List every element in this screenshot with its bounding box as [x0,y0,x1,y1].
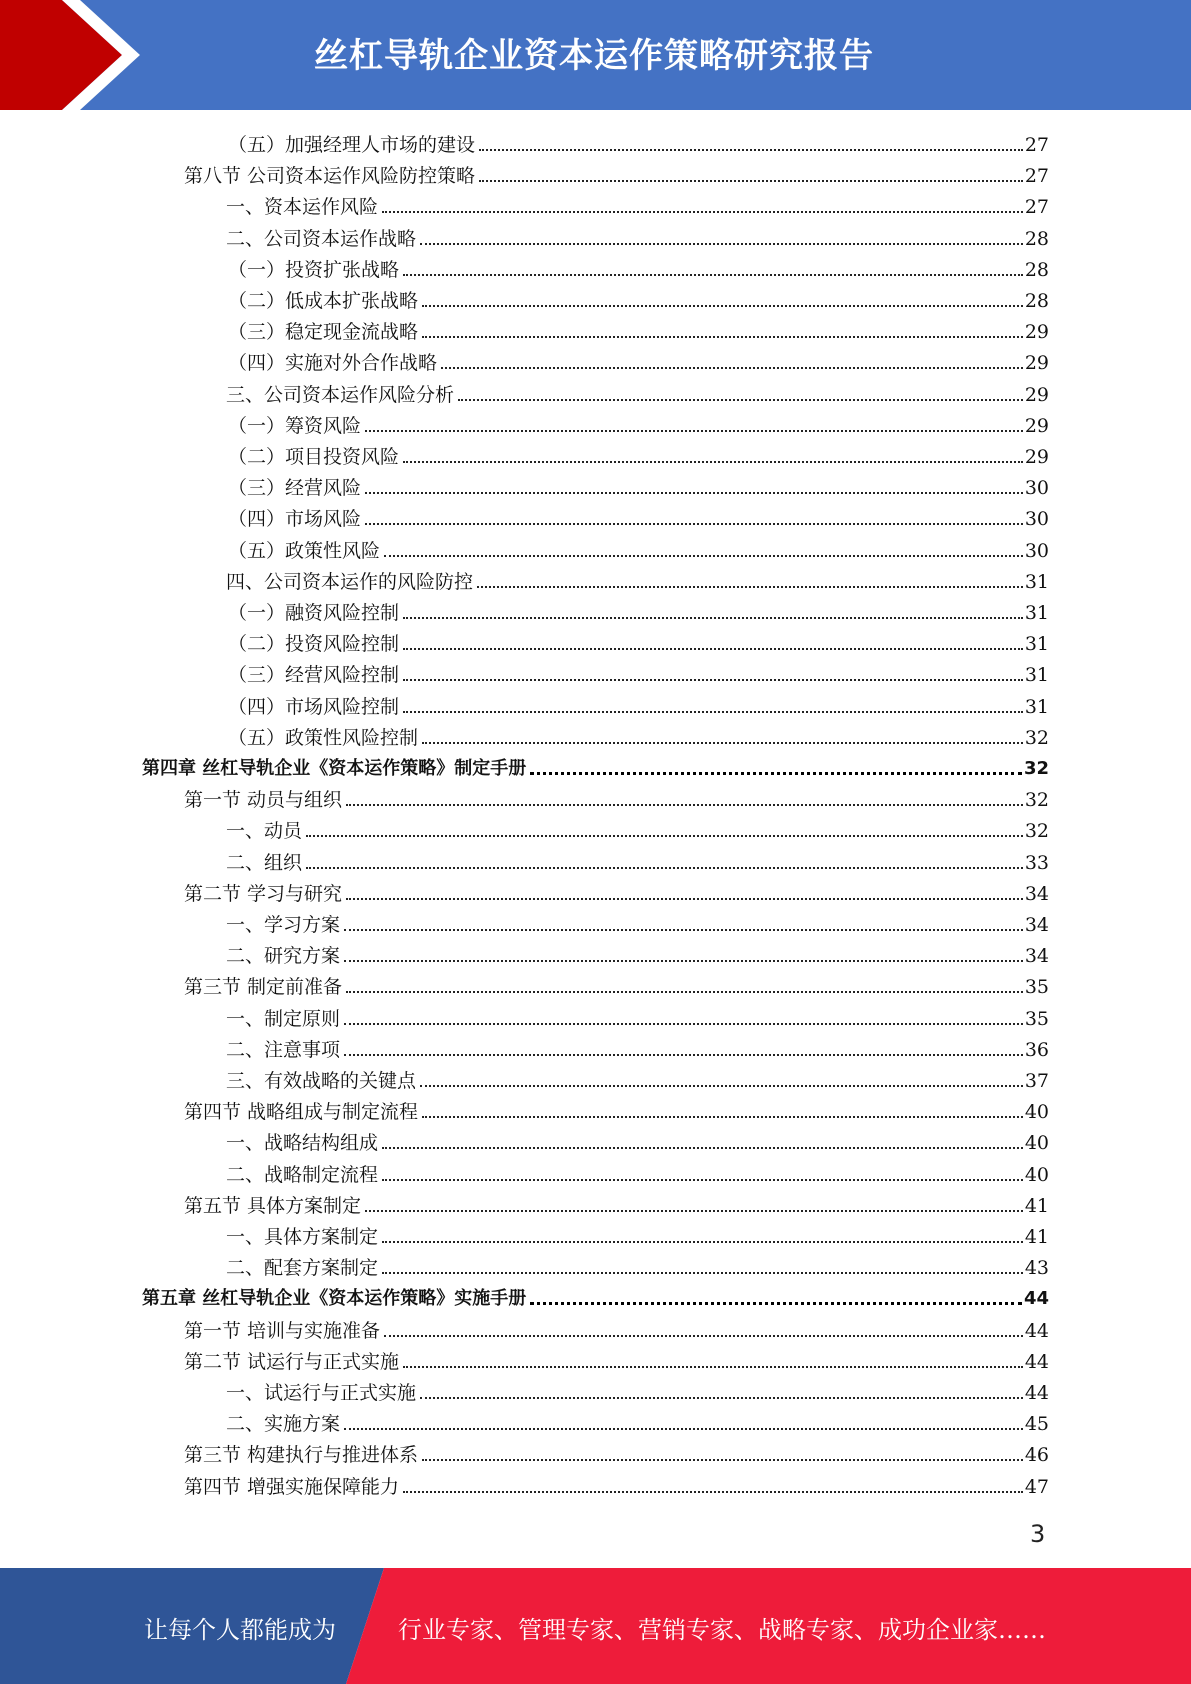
toc-entry-page: 36 [1024,1038,1049,1061]
toc-subsection-entry[interactable] [228,127,1049,157]
toc-leader-dots [422,336,1023,338]
toc-entry-page: 44 [1024,1350,1049,1373]
toc-entry-label: 第四节 增强实施保障能力 [184,1475,400,1498]
toc-entry-page: 31 [1024,664,1049,687]
toc-entry-page: 47 [1024,1475,1049,1498]
toc-entry-label: 第三节 制定前准备 [184,976,343,999]
toc-leader-dots [346,804,1023,806]
toc-entry-page: 30 [1024,539,1049,562]
toc-entry-page: 35 [1024,1007,1049,1030]
toc-entry-page: 30 [1024,508,1049,531]
toc-section-entry[interactable] [184,1094,1049,1124]
toc-subsection-entry[interactable] [228,345,1049,375]
toc-leader-dots [382,1241,1023,1243]
toc-entry-label: 二、组织 [226,851,303,874]
toc-leader-dots [422,742,1023,744]
toc-subsection-entry[interactable] [228,533,1049,563]
toc-leader-dots [458,399,1023,401]
toc-leader-dots [420,1085,1023,1087]
toc-entry-label: （五）政策性风险控制 [228,726,419,749]
toc-leader-dots [422,1459,1023,1461]
toc-leader-dots [382,1147,1023,1149]
toc-leader-dots [479,149,1023,151]
toc-entry-label: 二、公司资本运作战略 [226,227,417,250]
toc-leader-dots [384,555,1023,557]
toc-entry-label: 第一节 动员与组织 [184,789,343,812]
toc-entry-label: 二、注意事项 [226,1038,341,1061]
toc-leader-dots [384,1335,1023,1337]
toc-leader-dots [403,1366,1023,1368]
toc-leader-dots [530,1302,1022,1305]
footer-slogan-left: 让每个人都能成为 [144,1616,336,1644]
toc-subsection-entry[interactable] [226,221,1049,251]
toc-leader-dots [420,1397,1023,1399]
toc-entry-label: 一、学习方案 [226,914,341,936]
toc-subsection-entry[interactable] [228,501,1049,531]
page-header [0,0,1191,110]
toc-entry-page: 30 [1024,477,1049,500]
toc-entry-page: 44 [1024,1382,1049,1404]
toc-subsection-entry[interactable] [226,564,1049,594]
toc-section-entry[interactable] [184,1437,1049,1467]
toc-section-entry[interactable] [184,1188,1049,1218]
toc-leader-dots [403,617,1023,619]
toc-entry-label: 三、公司资本运作风险分析 [226,383,455,406]
toc-leader-dots [344,1023,1023,1025]
toc-entry-label: （三）经营风险控制 [228,664,400,687]
report-title: 丝杠导轨企业资本运作策略研究报告 [314,36,874,76]
toc-entry-label: 第五章 丝杠导轨企业《资本运作策略》实施手册 [142,1288,527,1310]
toc-entry-label: 二、战略制定流程 [226,1163,379,1186]
toc-leader-dots [382,1272,1023,1274]
toc-leader-dots [306,867,1023,869]
toc-entry-page: 44 [1024,1319,1049,1342]
toc-entry-page: 29 [1024,446,1049,468]
toc-leader-dots [346,991,1023,993]
page-number: 3 [1030,1520,1046,1548]
toc-entry-page: 34 [1024,882,1049,905]
toc-entry-page: 44 [1023,1288,1049,1310]
toc-entry-page: 32 [1023,758,1049,779]
toc-entry-label: 一、动员 [226,820,303,843]
toc-subsection-entry[interactable] [228,689,1049,719]
toc-subsection-entry[interactable] [228,626,1049,656]
toc-leader-dots [422,1116,1023,1118]
toc-entry-page: 43 [1024,1257,1049,1280]
toc-entry-page: 32 [1024,726,1049,749]
toc-entry-label: （四）市场风险 [228,508,362,531]
toc-leader-dots [403,711,1023,713]
toc-leader-dots [403,679,1023,681]
toc-entry-page: 37 [1024,1070,1049,1092]
toc-section-entry[interactable] [184,1344,1049,1374]
toc-subsection-entry[interactable] [228,595,1049,625]
toc-entry-page: 29 [1024,414,1049,437]
toc-subsection-entry[interactable] [228,283,1049,313]
toc-entry-label: 第二节 试运行与正式实施 [184,1350,400,1373]
toc-subsection-entry[interactable] [226,845,1049,875]
toc-entry-label: （一）融资风险控制 [228,602,400,624]
toc-leader-dots [382,1179,1023,1181]
toc-entry-page: 40 [1024,1101,1049,1124]
toc-entry-page: 34 [1024,945,1049,968]
toc-entry-label: 第二节 学习与研究 [184,882,343,905]
toc-entry-label: （一）投资扩张战略 [228,258,400,281]
toc-subsection-entry[interactable] [226,1125,1049,1155]
toc-entry-page: 31 [1024,570,1049,593]
toc-leader-dots [441,367,1023,369]
toc-leader-dots [344,1428,1023,1430]
toc-entry-page: 32 [1024,789,1049,812]
toc-chapter-entry[interactable] [142,1281,1049,1311]
toc-entry-label: （一）筹资风险 [228,414,362,437]
toc-entry-label: 四、公司资本运作的风险防控 [226,570,474,593]
toc-entry-label: （五）加强经理人市场的建设 [228,134,476,156]
toc-leader-dots [420,243,1023,245]
toc-entry-page: 27 [1024,134,1049,156]
toc-entry-page: 32 [1024,820,1049,843]
toc-subsection-entry[interactable] [226,1063,1049,1093]
toc-subsection-entry[interactable] [226,938,1049,968]
toc-subsection-entry[interactable] [226,377,1049,407]
toc-entry-label: 一、具体方案制定 [226,1226,379,1248]
toc-subsection-entry[interactable] [228,408,1049,438]
toc-entry-page: 34 [1024,914,1049,936]
toc-subsection-entry[interactable] [226,1250,1049,1280]
toc-entry-page: 29 [1024,383,1049,406]
toc-entry-page: 41 [1024,1226,1049,1248]
toc-entry-page: 40 [1024,1163,1049,1186]
toc-subsection-entry[interactable] [226,813,1049,843]
toc-subsection-entry[interactable] [228,470,1049,500]
toc-subsection-entry[interactable] [226,1219,1049,1249]
toc-entry-label: （二）投资风险控制 [228,633,400,656]
toc-section-entry[interactable] [184,1469,1049,1499]
toc-leader-dots [382,211,1023,213]
toc-entry-label: 一、制定原则 [226,1007,341,1030]
toc-entry-page: 45 [1024,1413,1049,1436]
toc-entry-page: 41 [1024,1194,1049,1217]
toc-entry-label: 第五节 具体方案制定 [184,1194,362,1217]
toc-subsection-entry[interactable] [228,720,1049,750]
toc-entry-label: （二）低成本扩张战略 [228,290,419,312]
toc-entry-label: 一、试运行与正式实施 [226,1382,417,1404]
toc-leader-dots [365,492,1023,494]
footer-slogan-right: 行业专家、管理专家、营销专家、战略专家、成功企业家…… [398,1616,1046,1644]
toc-section-entry[interactable] [184,876,1049,906]
toc-entry-label: 第三节 构建执行与推进体系 [184,1444,419,1467]
toc-subsection-entry[interactable] [226,189,1049,219]
toc-entry-label: （三）稳定现金流战略 [228,321,419,344]
toc-section-entry[interactable] [184,782,1049,812]
toc-subsection-entry[interactable] [228,439,1049,469]
toc-entry-label: 二、实施方案 [226,1413,341,1436]
toc-entry-label: （三）经营风险 [228,477,362,500]
toc-entry-label: 第四章 丝杠导轨企业《资本运作策略》制定手册 [142,758,527,779]
toc-chapter-entry[interactable] [142,751,1049,781]
toc-entry-label: 第八节 公司资本运作风险防控策略 [184,165,476,188]
toc-entry-label: （四）市场风险控制 [228,695,400,718]
toc-entry-label: 第四节 战略组成与制定流程 [184,1101,419,1124]
toc-leader-dots [403,1491,1023,1493]
toc-leader-dots [346,898,1023,900]
toc-entry-page: 29 [1024,352,1049,375]
toc-subsection-entry[interactable] [228,657,1049,687]
toc-leader-dots [403,274,1023,276]
toc-subsection-entry[interactable] [226,1032,1049,1062]
toc-entry-page: 28 [1024,258,1049,281]
toc-leader-dots [365,430,1023,432]
header-arrow-decoration [0,0,150,110]
toc-entry-page: 31 [1024,602,1049,624]
toc-entry-page: 28 [1024,290,1049,312]
toc-leader-dots [479,180,1023,182]
toc-leader-dots [403,461,1023,463]
toc-subsection-entry[interactable] [228,314,1049,344]
toc-subsection-entry[interactable] [226,1157,1049,1187]
toc-entry-label: 二、配套方案制定 [226,1257,379,1280]
toc-entry-page: 31 [1024,633,1049,656]
toc-entry-page: 40 [1024,1132,1049,1155]
toc-section-entry[interactable] [184,158,1049,188]
toc-leader-dots [477,586,1023,588]
toc-entry-label: 一、资本运作风险 [226,196,379,219]
toc-leader-dots [306,835,1023,837]
toc-subsection-entry[interactable] [226,1375,1049,1405]
toc-entry-label: （二）项目投资风险 [228,446,400,468]
toc-entry-label: 一、战略结构组成 [226,1132,379,1155]
toc-leader-dots [365,1210,1023,1212]
toc-subsection-entry[interactable] [226,1001,1049,1031]
toc-leader-dots [344,960,1023,962]
toc-entry-page: 33 [1024,851,1049,874]
toc-leader-dots [365,523,1023,525]
toc-subsection-entry[interactable] [228,252,1049,282]
toc-entry-page: 27 [1024,196,1049,219]
toc-entry-page: 29 [1024,321,1049,344]
toc-subsection-entry[interactable] [226,1406,1049,1436]
toc-leader-dots [344,1054,1023,1056]
toc-entry-label: （五）政策性风险 [228,539,381,562]
toc-entry-page: 28 [1024,227,1049,250]
page-footer [0,1568,1191,1684]
toc-entry-label: （四）实施对外合作战略 [228,352,438,375]
toc-leader-dots [403,648,1023,650]
toc-entry-label: 二、研究方案 [226,945,341,968]
toc-leader-dots [422,305,1023,307]
toc-entry-page: 31 [1024,695,1049,718]
toc-leader-dots [344,929,1023,931]
toc-leader-dots [530,772,1022,775]
toc-entry-label: 三、有效战略的关键点 [226,1070,417,1092]
toc-subsection-entry[interactable] [226,907,1049,937]
toc-section-entry[interactable] [184,1313,1049,1343]
toc-entry-page: 46 [1024,1444,1049,1467]
toc-entry-page: 27 [1024,165,1049,188]
toc-entry-label: 第一节 培训与实施准备 [184,1319,381,1342]
toc-section-entry[interactable] [184,969,1049,999]
toc-entry-page: 35 [1024,976,1049,999]
